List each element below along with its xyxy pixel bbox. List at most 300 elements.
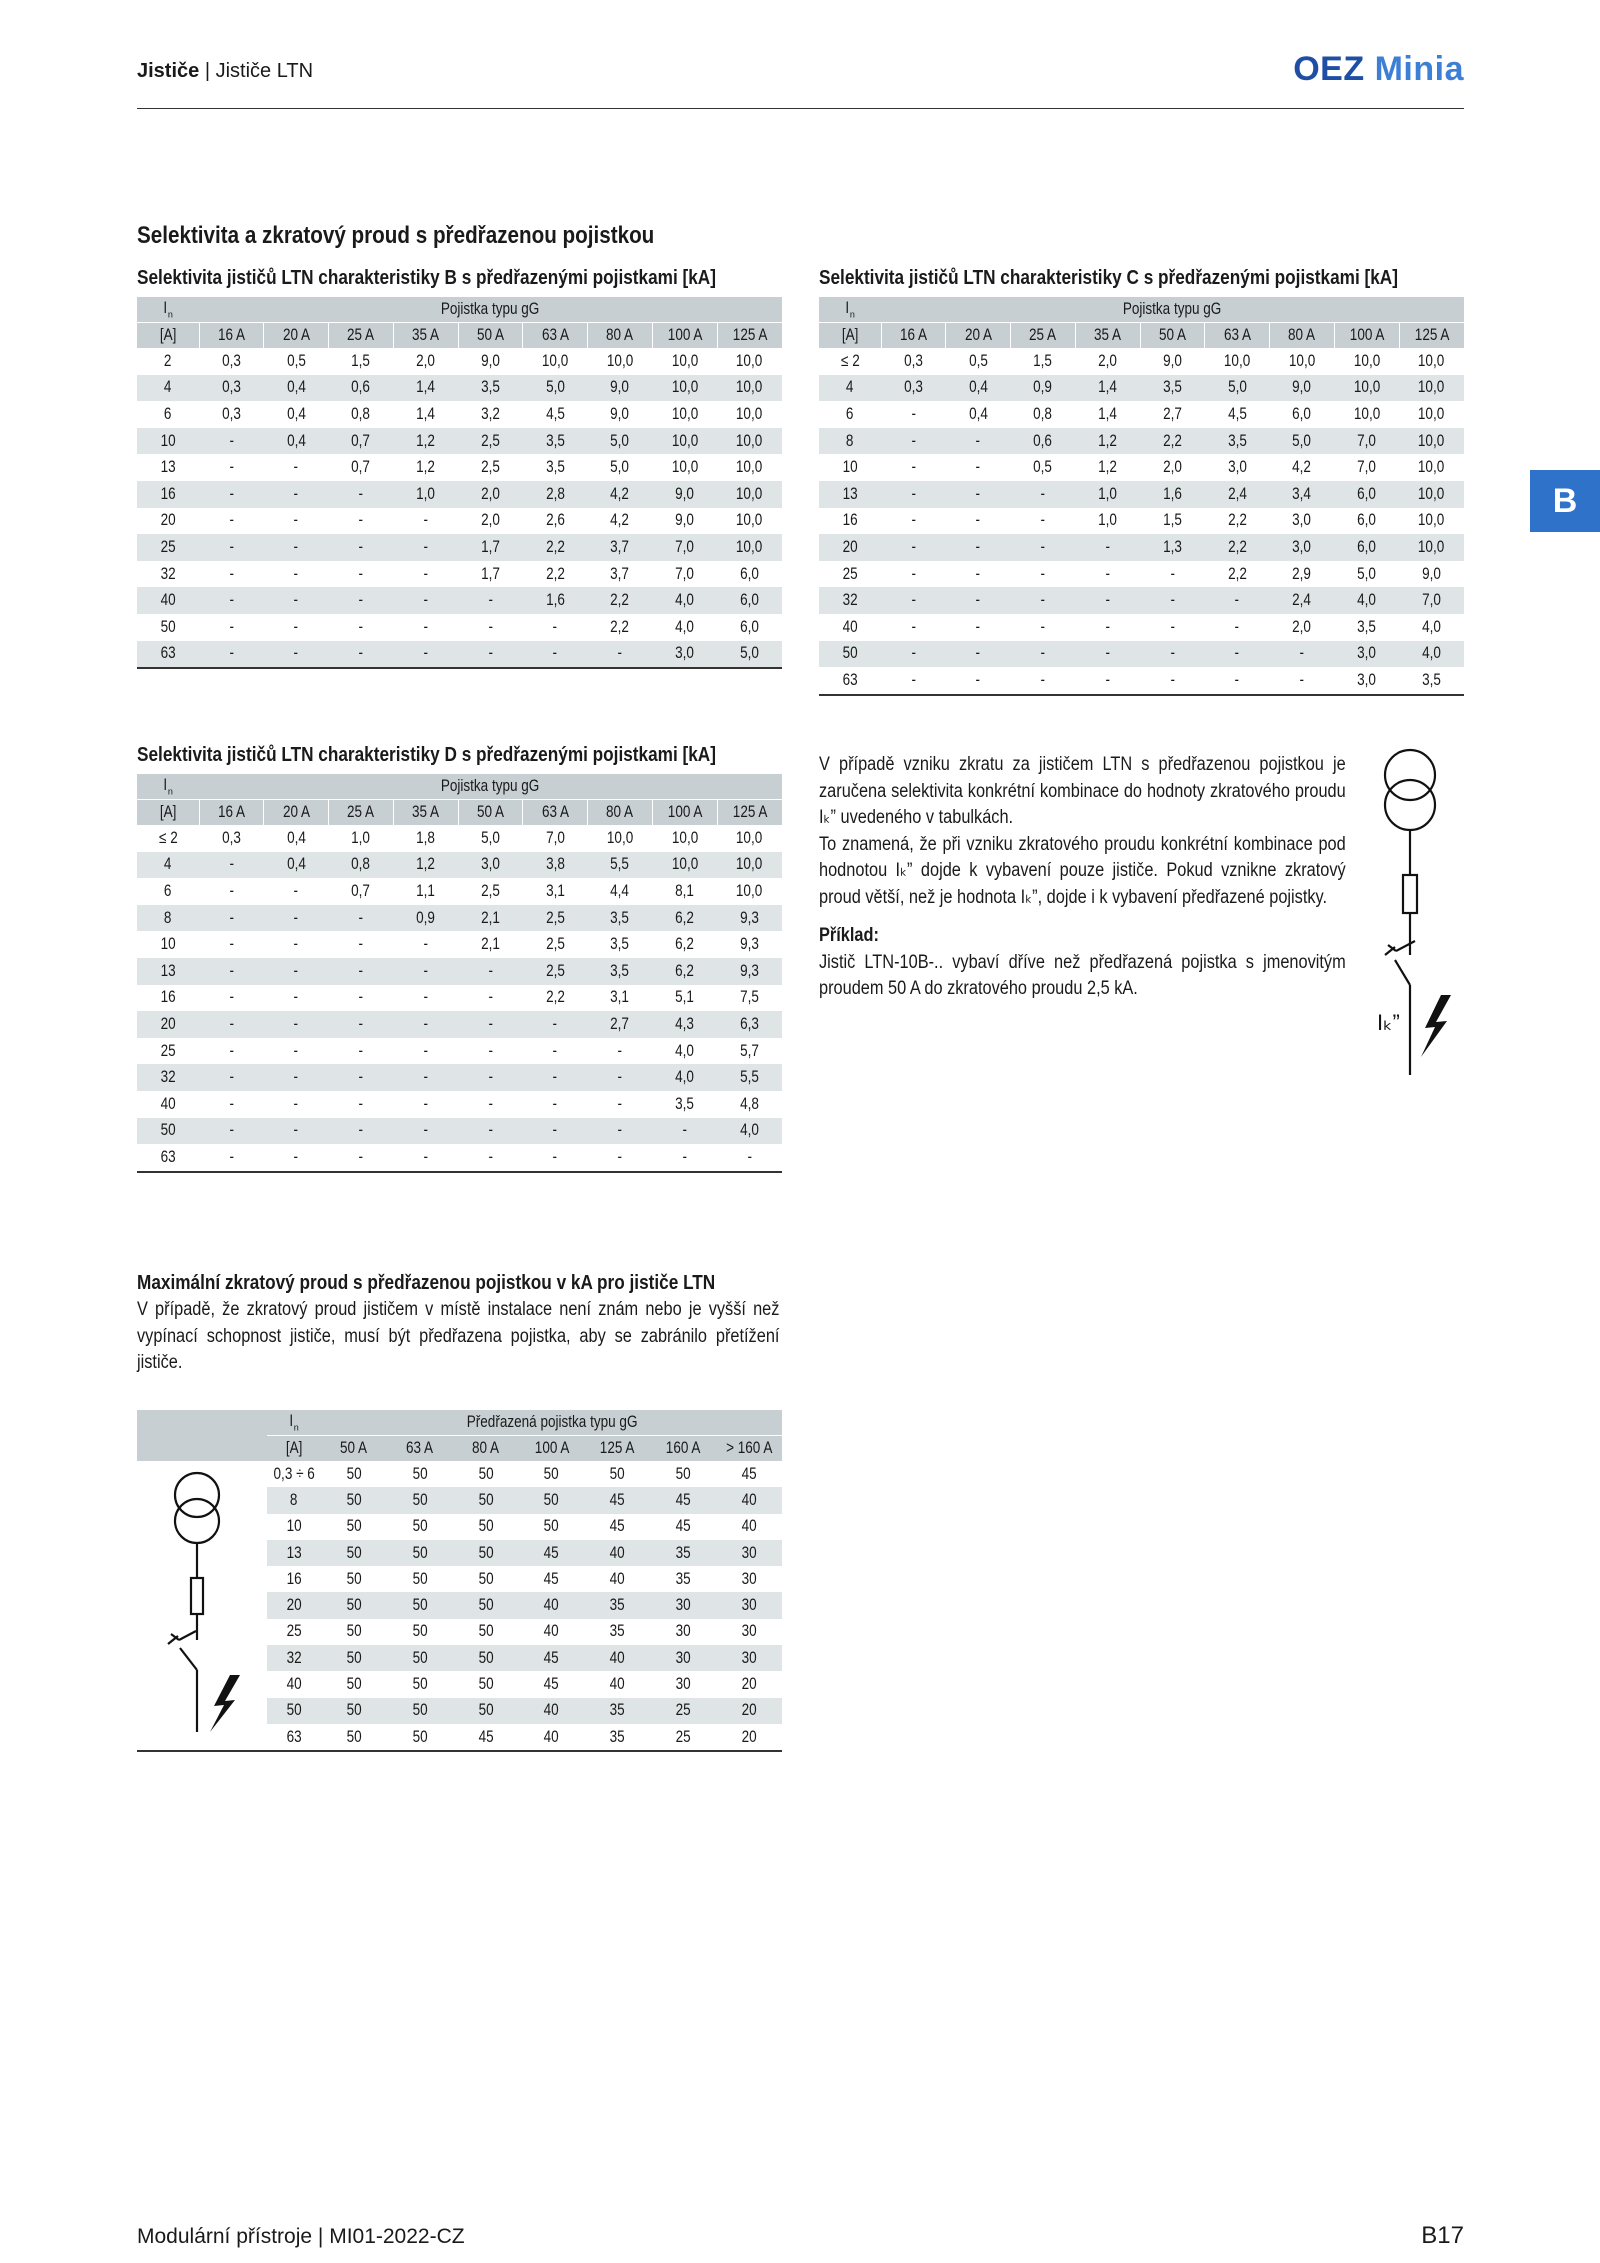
value-cell bbox=[652, 587, 717, 614]
cell-text: 20 bbox=[160, 511, 176, 530]
cell-text: - bbox=[1040, 537, 1046, 556]
value-cell bbox=[652, 481, 717, 508]
value-cell bbox=[453, 1540, 519, 1566]
cell-text: 63 A bbox=[541, 326, 569, 344]
in-subscript: n bbox=[293, 1422, 299, 1433]
cell-text: 0,9 bbox=[416, 908, 436, 927]
value-cell bbox=[453, 1698, 519, 1724]
cell-text: - bbox=[1040, 511, 1046, 530]
value-cell bbox=[650, 1698, 716, 1724]
value-cell bbox=[1205, 667, 1270, 695]
value-cell bbox=[585, 1540, 651, 1566]
value-cell bbox=[458, 985, 523, 1012]
value-cell bbox=[588, 905, 653, 932]
value-cell bbox=[717, 401, 782, 428]
cell-text: 13 bbox=[160, 961, 176, 980]
value-cell bbox=[1075, 614, 1140, 641]
circuit-diagram-icon bbox=[1355, 745, 1465, 1080]
cell-text: 9,3 bbox=[740, 935, 759, 954]
value-cell bbox=[716, 1645, 782, 1671]
value-cell bbox=[199, 1011, 264, 1038]
main-heading: Selektivita a zkratový proud s předřazenou pojistkou bbox=[137, 222, 655, 249]
cell-text: - bbox=[488, 1014, 493, 1033]
table-row bbox=[137, 587, 782, 614]
value-cell bbox=[523, 1038, 588, 1065]
value-cell bbox=[1075, 641, 1140, 668]
cell-text: 40 bbox=[741, 1490, 757, 1509]
value-cell bbox=[458, 587, 523, 614]
value-cell bbox=[652, 375, 717, 402]
cell-text: 7,0 bbox=[675, 564, 695, 583]
value-cell bbox=[199, 614, 264, 641]
cell-text: - bbox=[682, 1147, 687, 1166]
cell-text: 9,0 bbox=[610, 378, 630, 397]
unit-header bbox=[819, 323, 881, 349]
value-cell bbox=[1140, 614, 1205, 641]
rated-current-cell bbox=[819, 481, 881, 508]
value-cell bbox=[946, 534, 1011, 561]
value-cell bbox=[393, 587, 458, 614]
value-cell bbox=[716, 1671, 782, 1697]
value-cell bbox=[264, 534, 329, 561]
value-cell bbox=[199, 428, 264, 455]
cell-text: - bbox=[488, 644, 493, 663]
fuse-group-header bbox=[321, 1410, 782, 1436]
cell-text: 10,0 bbox=[671, 431, 698, 450]
rated-current-cell bbox=[137, 481, 199, 508]
cell-text: 0,6 bbox=[1033, 431, 1053, 450]
fuse-group-header bbox=[881, 297, 1464, 323]
cell-text: 3,5 bbox=[545, 431, 565, 450]
fuse-column-header bbox=[881, 323, 946, 349]
cell-text: 10 bbox=[160, 431, 176, 450]
cell-text: - bbox=[358, 961, 364, 980]
cell-text: 4,5 bbox=[1227, 404, 1247, 423]
cell-text: - bbox=[552, 1121, 558, 1140]
value-cell bbox=[652, 614, 717, 641]
value-cell bbox=[650, 1461, 716, 1487]
value-cell bbox=[1011, 561, 1076, 588]
value-cell bbox=[329, 878, 394, 905]
cell-text: 25 bbox=[160, 1041, 176, 1060]
cell-text: 2,7 bbox=[1163, 404, 1182, 423]
value-cell bbox=[585, 1671, 651, 1697]
in-label: I bbox=[845, 299, 850, 318]
value-cell bbox=[1140, 667, 1205, 695]
cell-text: - bbox=[423, 644, 428, 663]
cell-text: - bbox=[1105, 617, 1110, 636]
value-cell bbox=[264, 508, 329, 535]
cell-text: 1,0 bbox=[1098, 484, 1118, 503]
value-cell bbox=[387, 1514, 453, 1540]
value-cell bbox=[652, 1091, 717, 1118]
cell-text: 1,6 bbox=[1163, 484, 1182, 503]
cell-text: 50 bbox=[609, 1464, 626, 1483]
cell-text: 40 bbox=[544, 1701, 560, 1720]
value-cell bbox=[453, 1671, 519, 1697]
rated-current-cell bbox=[137, 958, 199, 985]
value-cell bbox=[716, 1540, 782, 1566]
rated-current-cell bbox=[819, 561, 881, 588]
rated-current-cell bbox=[137, 1064, 199, 1091]
fuse-column-header bbox=[519, 1436, 585, 1462]
max-text bbox=[137, 1297, 781, 1377]
value-cell bbox=[523, 878, 588, 905]
value-cell bbox=[585, 1645, 651, 1671]
cell-text: 2,4 bbox=[1227, 484, 1247, 503]
cell-text: - bbox=[1299, 644, 1305, 663]
cell-text: 50 bbox=[478, 1490, 494, 1509]
value-cell bbox=[1140, 375, 1205, 402]
cell-text: [A] bbox=[285, 1439, 303, 1457]
cell-text: 30 bbox=[675, 1675, 691, 1694]
cell-text: 16 A bbox=[217, 326, 245, 344]
value-cell bbox=[329, 1038, 394, 1065]
cell-text: - bbox=[423, 537, 428, 556]
cell-text: 1,1 bbox=[416, 881, 436, 900]
value-cell bbox=[393, 825, 458, 852]
fuse-group-header bbox=[199, 774, 782, 800]
value-cell bbox=[588, 1064, 653, 1091]
value-cell bbox=[199, 534, 264, 561]
value-cell bbox=[652, 1144, 717, 1172]
value-cell bbox=[1140, 587, 1205, 614]
table-row bbox=[137, 508, 782, 535]
cell-text: 50 bbox=[412, 1675, 428, 1694]
cell-text: 10,0 bbox=[736, 431, 763, 450]
cell-text: 1,5 bbox=[1163, 511, 1182, 530]
table-row bbox=[137, 878, 782, 905]
value-cell bbox=[1075, 667, 1140, 695]
value-cell bbox=[1399, 508, 1464, 535]
cell-text: 10,0 bbox=[671, 378, 698, 397]
table-b-wrap bbox=[137, 297, 782, 669]
value-cell bbox=[1399, 587, 1464, 614]
value-cell bbox=[523, 454, 588, 481]
cell-text: 2,4 bbox=[1292, 591, 1312, 610]
value-cell bbox=[585, 1698, 651, 1724]
cell-text: - bbox=[488, 1041, 493, 1060]
cell-text: - bbox=[617, 1041, 623, 1060]
cell-text: 10,0 bbox=[736, 404, 763, 423]
value-cell bbox=[1075, 508, 1140, 535]
cell-text: - bbox=[293, 458, 299, 477]
value-cell bbox=[881, 428, 946, 455]
value-cell bbox=[321, 1566, 387, 1592]
cell-text: - bbox=[229, 1068, 234, 1087]
cell-text: - bbox=[975, 564, 981, 583]
cell-text: - bbox=[911, 484, 916, 503]
table-row bbox=[819, 454, 1464, 481]
table-row bbox=[137, 1064, 782, 1091]
value-cell bbox=[716, 1566, 782, 1592]
table-row bbox=[819, 375, 1464, 402]
value-cell bbox=[329, 401, 394, 428]
value-cell bbox=[881, 641, 946, 668]
circuit-diagram-icon bbox=[150, 1470, 260, 1740]
cell-text: - bbox=[423, 617, 428, 636]
cell-text: 10,0 bbox=[1418, 484, 1445, 503]
value-cell bbox=[387, 1461, 453, 1487]
cell-text: - bbox=[911, 511, 916, 530]
value-cell bbox=[199, 1038, 264, 1065]
cell-text: 6 bbox=[164, 404, 172, 423]
table-row bbox=[137, 852, 782, 879]
fuse-column-header bbox=[946, 323, 1011, 349]
cell-text: - bbox=[911, 644, 916, 663]
value-cell bbox=[199, 481, 264, 508]
value-cell bbox=[717, 1144, 782, 1172]
cell-text: - bbox=[1234, 591, 1240, 610]
value-cell bbox=[1140, 428, 1205, 455]
cell-text: - bbox=[358, 935, 364, 954]
fuse-column-header bbox=[264, 800, 329, 826]
value-cell bbox=[717, 508, 782, 535]
cell-text: 5,0 bbox=[610, 431, 630, 450]
value-cell bbox=[946, 587, 1011, 614]
cell-text: 4,4 bbox=[610, 881, 630, 900]
cell-text: - bbox=[975, 458, 981, 477]
in-subscript: n bbox=[849, 309, 855, 320]
in-label: I bbox=[163, 776, 168, 795]
rated-current-cell bbox=[137, 454, 199, 481]
cell-text: 50 bbox=[346, 1701, 362, 1720]
cell-text: 3,0 bbox=[1357, 644, 1377, 663]
cell-text: 2,9 bbox=[1292, 564, 1312, 583]
cell-text: 1,2 bbox=[416, 431, 436, 450]
value-cell bbox=[716, 1698, 782, 1724]
cell-text: - bbox=[1234, 644, 1240, 663]
value-cell bbox=[1011, 508, 1076, 535]
cell-text: 50 bbox=[478, 1569, 494, 1588]
value-cell bbox=[519, 1566, 585, 1592]
cell-text: 1,2 bbox=[416, 855, 436, 874]
value-cell bbox=[458, 1118, 523, 1145]
cell-text: 3,5 bbox=[610, 961, 630, 980]
cell-text: 6,0 bbox=[740, 564, 759, 583]
cell-text: 45 bbox=[544, 1675, 560, 1694]
cell-text: 7,0 bbox=[1422, 591, 1441, 610]
value-cell bbox=[881, 375, 946, 402]
cell-text: - bbox=[552, 617, 558, 636]
rated-current-cell bbox=[137, 825, 199, 852]
value-cell bbox=[716, 1487, 782, 1513]
cell-text: - bbox=[229, 855, 234, 874]
table-row bbox=[137, 375, 782, 402]
value-cell bbox=[1011, 534, 1076, 561]
rated-current-cell bbox=[137, 348, 199, 375]
rated-current-cell bbox=[267, 1645, 321, 1671]
header-section: Jističe bbox=[137, 60, 200, 82]
cell-text: - bbox=[1040, 591, 1046, 610]
cell-text: - bbox=[358, 1041, 364, 1060]
cell-text: 10 bbox=[286, 1517, 302, 1536]
cell-text: - bbox=[293, 1068, 299, 1087]
cell-text: 3,0 bbox=[675, 644, 695, 663]
value-cell bbox=[393, 614, 458, 641]
cell-text: 16 bbox=[160, 988, 176, 1007]
value-cell bbox=[329, 1144, 394, 1172]
info-text-block bbox=[819, 752, 1347, 1003]
value-cell bbox=[946, 375, 1011, 402]
value-cell bbox=[393, 348, 458, 375]
cell-text: 2,8 bbox=[545, 484, 565, 503]
value-cell bbox=[264, 1091, 329, 1118]
rated-current-cell bbox=[137, 985, 199, 1012]
value-cell bbox=[588, 1091, 653, 1118]
rated-current-cell bbox=[137, 1011, 199, 1038]
value-cell bbox=[1205, 428, 1270, 455]
cell-text: 6,2 bbox=[675, 961, 695, 980]
value-cell bbox=[321, 1487, 387, 1513]
value-cell bbox=[458, 641, 523, 669]
value-cell bbox=[329, 905, 394, 932]
cell-text: 50 bbox=[412, 1543, 428, 1562]
in-header bbox=[267, 1410, 321, 1436]
cell-text: 10,0 bbox=[736, 484, 763, 503]
cell-text: 50 bbox=[478, 1701, 494, 1720]
value-cell bbox=[199, 1144, 264, 1172]
cell-text: 30 bbox=[675, 1622, 691, 1641]
cell-text: 35 bbox=[609, 1727, 626, 1746]
value-cell bbox=[1140, 534, 1205, 561]
cell-text: - bbox=[911, 537, 916, 556]
value-cell bbox=[458, 1011, 523, 1038]
fuse-column-header bbox=[1205, 323, 1270, 349]
cell-text: 3,5 bbox=[1227, 431, 1247, 450]
in-header bbox=[819, 297, 881, 323]
value-cell bbox=[458, 1091, 523, 1118]
value-cell bbox=[1399, 481, 1464, 508]
cell-text: 7,0 bbox=[1357, 458, 1377, 477]
cell-text: 0,6 bbox=[351, 378, 371, 397]
cell-text: 35 bbox=[609, 1596, 626, 1615]
value-cell bbox=[652, 1064, 717, 1091]
cell-text: - bbox=[911, 564, 916, 583]
cell-text: - bbox=[488, 617, 493, 636]
cell-text: 125 A bbox=[600, 1439, 635, 1457]
value-cell bbox=[523, 825, 588, 852]
value-cell bbox=[588, 1118, 653, 1145]
ik-label: Iₖ” bbox=[1377, 1010, 1400, 1035]
value-cell bbox=[1399, 348, 1464, 375]
value-cell bbox=[1140, 641, 1205, 668]
value-cell bbox=[1334, 534, 1399, 561]
table-row bbox=[137, 1118, 782, 1145]
cell-text: 20 A bbox=[282, 803, 310, 821]
table-b-title: Selektivita jističů LTN charakteristiky B s předřazenými pojistkami [kA] bbox=[137, 267, 716, 289]
cell-text: 50 A bbox=[340, 1439, 368, 1457]
in-subscript: n bbox=[167, 786, 173, 797]
cell-text: 7,0 bbox=[545, 828, 565, 847]
cell-text: 2,6 bbox=[545, 511, 565, 530]
cell-text: - bbox=[975, 511, 981, 530]
value-cell bbox=[881, 508, 946, 535]
cell-text: - bbox=[229, 961, 234, 980]
value-cell bbox=[716, 1724, 782, 1751]
value-cell bbox=[199, 1091, 264, 1118]
value-cell bbox=[199, 1064, 264, 1091]
cell-text: 3,4 bbox=[1292, 484, 1312, 503]
cell-text: 7,5 bbox=[740, 988, 759, 1007]
value-cell bbox=[652, 454, 717, 481]
value-cell bbox=[716, 1619, 782, 1645]
cell-text: 8,1 bbox=[675, 881, 695, 900]
cell-text: - bbox=[293, 881, 299, 900]
value-cell bbox=[717, 641, 782, 669]
in-label: I bbox=[163, 299, 168, 318]
value-cell bbox=[652, 931, 717, 958]
cell-text: 13 bbox=[286, 1543, 302, 1562]
value-cell bbox=[321, 1671, 387, 1697]
value-cell bbox=[453, 1592, 519, 1618]
cell-text: 2,2 bbox=[610, 617, 630, 636]
cell-text: 50 bbox=[346, 1517, 362, 1536]
cell-text: 0,4 bbox=[968, 378, 988, 397]
cell-text: 2,5 bbox=[481, 431, 500, 450]
cell-text: 4,2 bbox=[610, 511, 630, 530]
cell-text: - bbox=[975, 537, 981, 556]
value-cell bbox=[523, 481, 588, 508]
value-cell bbox=[393, 428, 458, 455]
cell-text: 40 bbox=[544, 1727, 560, 1746]
cell-text: 5,5 bbox=[610, 855, 630, 874]
cell-text: 32 bbox=[286, 1648, 302, 1667]
value-cell bbox=[1075, 401, 1140, 428]
cell-text: 0,4 bbox=[286, 431, 306, 450]
cell-text: 1,7 bbox=[481, 537, 500, 556]
cell-text: - bbox=[293, 484, 299, 503]
value-cell bbox=[652, 905, 717, 932]
value-cell bbox=[458, 428, 523, 455]
cell-text: Pojistka typu gG bbox=[1123, 300, 1222, 318]
fuse-column-header bbox=[523, 323, 588, 349]
table-row bbox=[137, 931, 782, 958]
fuse-column-header bbox=[321, 1436, 387, 1462]
value-cell bbox=[588, 534, 653, 561]
cell-text: 40 bbox=[609, 1675, 626, 1694]
cell-text: 20 bbox=[842, 537, 858, 556]
value-cell bbox=[523, 1091, 588, 1118]
value-cell bbox=[716, 1592, 782, 1618]
cell-text: - bbox=[293, 1094, 299, 1113]
value-cell bbox=[1334, 561, 1399, 588]
cell-text: 9,0 bbox=[675, 511, 695, 530]
cell-text: 10,0 bbox=[1288, 351, 1316, 370]
value-cell bbox=[650, 1592, 716, 1618]
value-cell bbox=[1399, 561, 1464, 588]
value-cell bbox=[1011, 428, 1076, 455]
value-cell bbox=[393, 1091, 458, 1118]
value-cell bbox=[1205, 348, 1270, 375]
value-cell bbox=[650, 1619, 716, 1645]
cell-text: 10,0 bbox=[1418, 404, 1445, 423]
value-cell bbox=[519, 1619, 585, 1645]
table-row bbox=[819, 348, 1464, 375]
cell-text: 9,0 bbox=[675, 484, 695, 503]
cell-text: 10,0 bbox=[736, 828, 763, 847]
cell-text: - bbox=[423, 1147, 428, 1166]
cell-text: 50 bbox=[346, 1490, 362, 1509]
fuse-column-header bbox=[1011, 323, 1076, 349]
cell-text: 7,0 bbox=[675, 537, 695, 556]
value-cell bbox=[199, 852, 264, 879]
header-row bbox=[137, 774, 782, 800]
value-cell bbox=[946, 401, 1011, 428]
cell-text: 13 bbox=[842, 484, 858, 503]
value-cell bbox=[199, 375, 264, 402]
cell-text: - bbox=[423, 1094, 428, 1113]
